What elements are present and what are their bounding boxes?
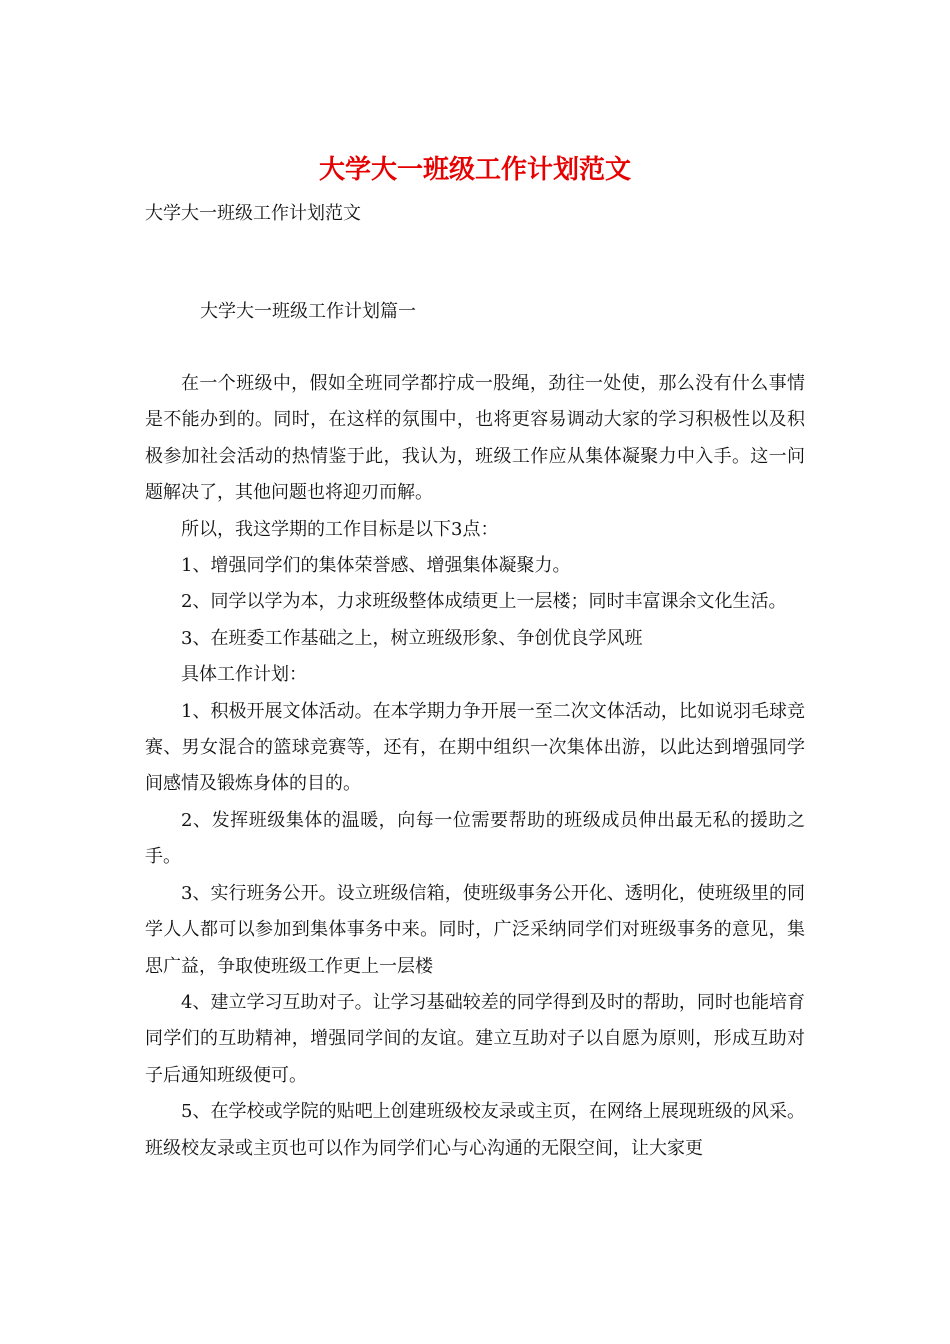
- paragraph: 2、同学以学为本，力求班级整体成绩更上一层楼；同时丰富课余文化生活。: [181, 591, 787, 613]
- paragraph: 所以，我这学期的工作目标是以下3点：: [181, 518, 499, 540]
- paragraph: 5、在学校或学院的贴吧上创建班级校友录或主页，在网络上展现班级的风采。班级校友录或主页也可以作为同学们心与心沟通的无限空间，让大家更: [145, 1101, 805, 1159]
- paragraph: 3、在班委工作基础之上，树立班级形象、争创优良学风班: [181, 627, 643, 649]
- paragraph: 具体工作计划：: [181, 664, 307, 686]
- paragraph: 4、建立学习互助对子。让学习基础较差的同学得到及时的帮助，同时也能培育同学们的互助精神，增强同学间的友谊。建立互助对子以自愿为原则，形成互助对子后通知班级便可。: [145, 991, 805, 1086]
- paragraph: 1、积极开展文体活动。在本学期力争开展一至二次文体活动，比如说羽毛球竞赛、男女混合的篮球竞赛等，还有，在期中组织一次集体出游，以此达到增强同学间感情及锻炼身体的目的。: [145, 700, 805, 795]
- paragraph: 1、增强同学们的集体荣誉感、增强集体凝聚力。: [181, 555, 571, 577]
- section-heading: 大学大一班级工作计划篇一: [200, 301, 416, 322]
- paragraph: 2、发挥班级集体的温暖，向每一位需要帮助的班级成员伸出最无私的援助之手。: [145, 809, 805, 868]
- document-body: [145, 366, 805, 1167]
- paragraph: 在一个班级中，假如全班同学都拧成一股绳，劲往一处使，那么没有什么事情是不能办到的。同时，在这样的氛围中，也将更容易调动大家的学习积极性以及积极参加社会活动的热情鉴于此，我认为，班级工作应从集体凝聚力中入手。这一问题解决了，其他问题也将迎刃而解。: [145, 373, 805, 504]
- paragraph: 3、实行班务公开。设立班级信箱，使班级事务公开化、透明化，使班级里的同学人人都可以参加到集体事务中来。同时，广泛采纳同学们对班级事务的意见，集思广益，争取使班级工作更上一层楼: [145, 882, 805, 977]
- document-title: 大学大一班级工作计划范文: [318, 155, 631, 185]
- document-subtitle: 大学大一班级工作计划范文: [145, 203, 361, 224]
